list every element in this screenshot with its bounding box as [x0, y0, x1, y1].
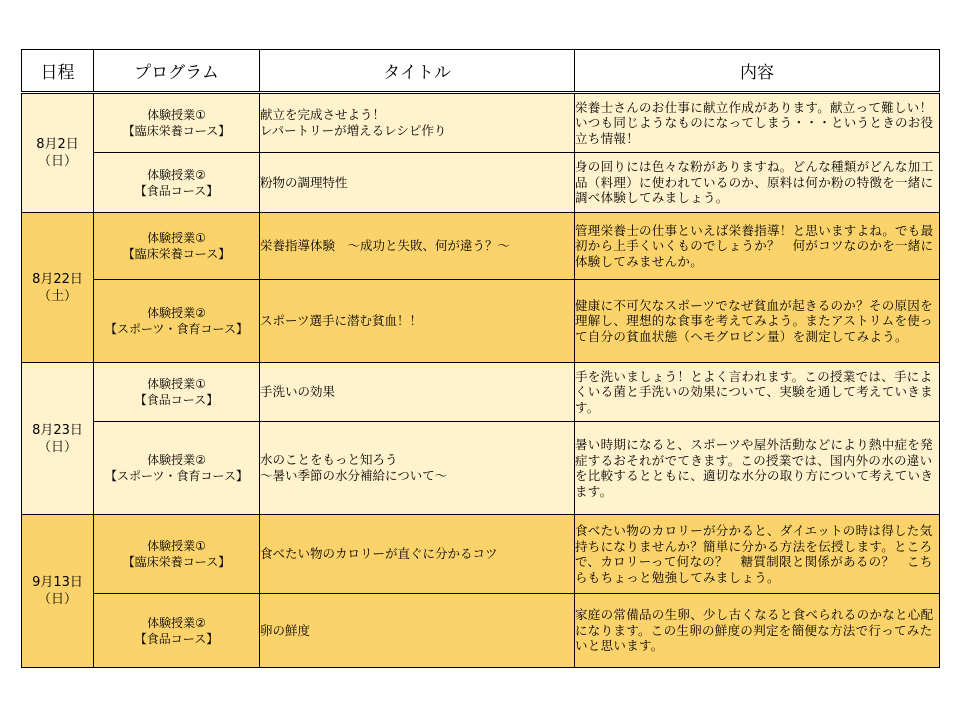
title-cell — [260, 213, 575, 280]
weekday-label: （土） — [37, 288, 77, 304]
weekday-label: （日） — [37, 439, 77, 455]
content-cell: 管理栄養士の仕事といえば栄養指導！と思いますよね。でも最初から上手くいくものでしょうか？ 何がコツなのかを一緒に体験してみませんか。 — [575, 213, 940, 280]
program-cell — [94, 515, 260, 594]
program-cell — [94, 363, 260, 422]
title-cell — [260, 594, 575, 668]
table-row — [22, 280, 940, 363]
program-cell — [94, 422, 260, 515]
table-row — [22, 363, 940, 422]
title-line-1: 食べたい物のカロリーが直ぐに分かるコツ — [260, 546, 498, 561]
table-row — [22, 422, 940, 515]
program-label: 体験授業② — [147, 453, 206, 467]
title-line-2: ～暑い季節の水分補給について～ — [260, 468, 448, 483]
program-label: 体験授業② — [147, 167, 206, 182]
course-label: 【臨床栄養コース】 — [122, 124, 231, 138]
program-label: 体験授業① — [147, 377, 206, 391]
content-cell: 手を洗いましょう！とよく言われます。この授業では、手によくいる菌と手洗いの効果について、実験を通して考えていきます。 — [575, 363, 940, 422]
program-label: 体験授業② — [147, 306, 206, 320]
program-label: 体験授業① — [147, 539, 206, 553]
content-cell: 栄養士さんのお仕事に献立作成があります。献立って難しい！いつも同じようなものになってしまう・・・というときのお役立ち情報！ — [575, 93, 940, 153]
table-row — [22, 93, 940, 153]
table-row — [22, 515, 940, 594]
header-title: タイトル — [260, 50, 575, 93]
title-cell — [260, 363, 575, 422]
table-row — [22, 153, 940, 213]
title-cell — [260, 515, 575, 594]
date-label: 9月13日 — [32, 575, 83, 590]
table-row — [22, 594, 940, 668]
course-label: 【食品コース】 — [134, 183, 219, 198]
program-label: 体験授業① — [147, 231, 206, 245]
program-label: 体験授業① — [147, 108, 206, 122]
title-cell — [260, 422, 575, 515]
program-cell — [94, 213, 260, 280]
title-line-1: 粉物の調理特性 — [260, 174, 348, 190]
course-label: 【食品コース】 — [134, 393, 219, 407]
date-label: 8月23日 — [32, 422, 83, 438]
content-cell: 食べたい物のカロリーが分かると、ダイエットの時は得した気持ちになりませんか？簡単に分かる方法を伝授します。ところで、カロリーって何なの？ 糖質制限と関係があるの？ こちらもちょっと勉強してみましょう。 — [575, 515, 940, 594]
table-row — [22, 213, 940, 280]
date-cell — [22, 515, 94, 668]
content-cell: 身の回りには色々な粉がありますね。どんな種類がどんな加工品（料理）に使われているのか、原料は何か粉の特徴を一緒に調べ体験してみましょう。 — [575, 153, 940, 213]
course-label: 【スポーツ・食育コース】 — [105, 322, 248, 336]
course-label: 【食品コース】 — [134, 631, 219, 646]
program-cell — [94, 153, 260, 213]
title-line-1: 栄養指導体験 ～成功と失敗、何が違う？～ — [260, 238, 511, 253]
title-cell — [260, 93, 575, 153]
date-cell — [22, 93, 94, 213]
header-date: 日程 — [22, 50, 94, 93]
date-label: 8月22日 — [32, 271, 83, 287]
program-label: 体験授業② — [147, 615, 206, 630]
title-line-1: 手洗いの効果 — [260, 384, 336, 399]
course-label: 【臨床栄養コース】 — [122, 555, 231, 569]
schedule-table — [21, 49, 940, 668]
date-cell — [22, 363, 94, 515]
title-cell — [260, 153, 575, 213]
title-line-1: 水のことをもっと知ろう — [260, 452, 398, 467]
header-row — [22, 50, 940, 93]
title-cell — [260, 280, 575, 363]
header-content: 内容 — [575, 50, 940, 93]
content-cell: 健康に不可欠なスポーツでなぜ貧血が起きるのか？その原因を理解し、理想的な食事を考えてみよう。またアストリムを使って自分の貧血状態（ヘモグロビン量）を測定してみよう。 — [575, 280, 940, 363]
title-line-1: 献立を完成させよう！ — [260, 107, 386, 122]
course-label: 【臨床栄養コース】 — [122, 247, 231, 261]
title-line-2: レパートリーが増えるレシピ作り — [260, 123, 447, 138]
program-cell — [94, 280, 260, 363]
program-cell — [94, 594, 260, 668]
title-line-1: スポーツ選手に潜む貧血！！ — [260, 313, 423, 328]
content-cell: 家庭の常備品の生卵、少し古くなると食べられるのかなと心配になります。この生卵の鮮度の判定を簡便な方法で行ってみたいと思います。 — [575, 594, 940, 668]
program-cell — [94, 93, 260, 153]
date-label: 8月2日 — [36, 137, 79, 152]
weekday-label: （日） — [37, 592, 77, 607]
date-cell — [22, 213, 94, 363]
weekday-label: （日） — [37, 154, 77, 169]
header-program: プログラム — [94, 50, 260, 93]
content-cell: 暑い時期になると、スポーツや屋外活動などにより熱中症を発症するおそれがでてきます。この授業では、国内外の水の違いを比較するとともに、適切な水分の取り方について考えていきます。 — [575, 422, 940, 515]
title-line-1: 卵の鮮度 — [260, 622, 311, 638]
course-label: 【スポーツ・食育コース】 — [105, 469, 248, 483]
